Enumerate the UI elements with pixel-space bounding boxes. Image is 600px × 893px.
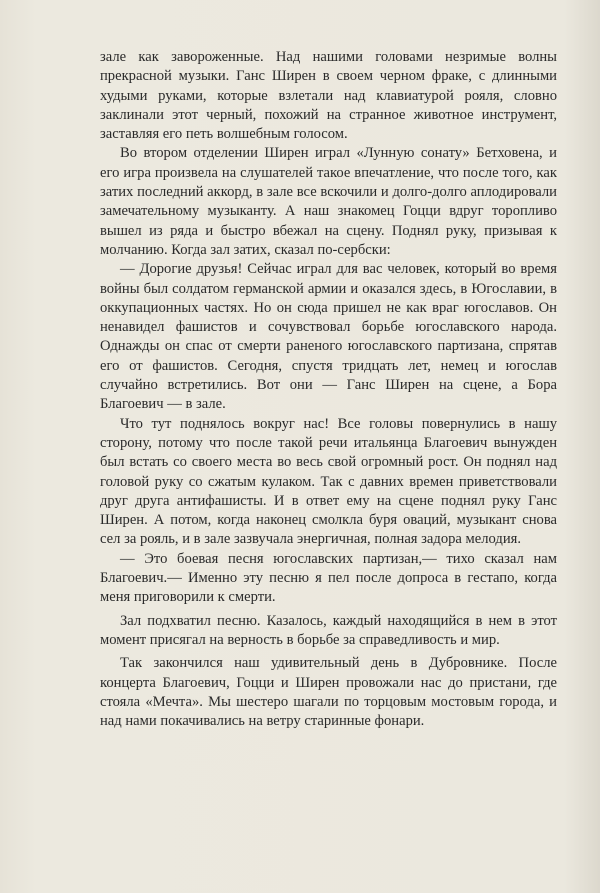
paragraph-2: Во втором отделении Ширен играл «Лунную сонату» Бетховена, и его игра произвела на слушателей такое впечатление, что после того, как затих последний аккорд, в зале все вскочили и долго-долго аплодировали замечательному музыканту. А наш знакомец Гоцци вдруг торопливо вышел из ряда и быстро вбежал на сцену. Поднял руку, призывая к молчанию. Когда зал затих, сказал по-сербски: bbox=[100, 145, 557, 258]
paragraph-5: — Это боевая песня югославских партизан,— тихо сказал нам Благоевич.— Именно эту песню я пел после допроса в гестапо, когда меня приговорили к смерти. bbox=[100, 550, 557, 606]
paragraph-7: Так закончился наш удивительный день в Дубровнике. После концерта Благоевич, Гоцци и Ширен провожали нас до пристани, где стояла «Мечта». Мы шестеро шагали по торцовым мостовым города, и над нами покачивались на ветру старинные фонари. bbox=[100, 655, 557, 730]
paragraph-1: зале как завороженные. Над нашими головами незримые волны прекрасной музыки. Ганс Ширен в своем черном фраке, с длинными худыми руками, которые взлетали над клавиатурой рояля, словно заклинали этот черный, похожий на странное животное инструмент, заставляя его петь волшебным голосом. bbox=[100, 49, 557, 143]
page-text bbox=[100, 48, 557, 731]
paragraph-3: — Дорогие друзья! Сейчас играл для вас человек, который во время войны был солдатом германской армии и оказался здесь, в Югославии, в оккупационных частях. Но он сюда пришел не как враг югославов. Он ненавидел фашистов и сочувствовал борьбе югославского народа. Однажды он спас от смерти раненого югославского партизана, спрятав его от фашистов. Сегодня, спустя тридцать лет, немец и югослав случайно встретились. Вот они — Ганс Ширен на сцене, а Бора Благоевич — в зале. bbox=[100, 261, 557, 413]
paragraph-4: Что тут поднялось вокруг нас! Все головы повернулись в нашу сторону, потому что после такой речи итальянца Благоевич вынужден был встать со своего места во весь свой огромный рост. Он поднял над головой руку со сжатым кулаком. Так с давних времен приветствовали друг друга антифашисты. И в ответ ему на сцене поднял руку Ганс Ширен. А потом, когда наконец смолкла буря оваций, музыкант снова сел за рояль, и в зале зазвучала энергичная, полная задора мелодия. bbox=[100, 415, 557, 548]
paragraph-6: Зал подхватил песню. Казалось, каждый находящийся в нем в этот момент присягал на верность в борьбе за справедливость и мир. bbox=[100, 612, 557, 648]
